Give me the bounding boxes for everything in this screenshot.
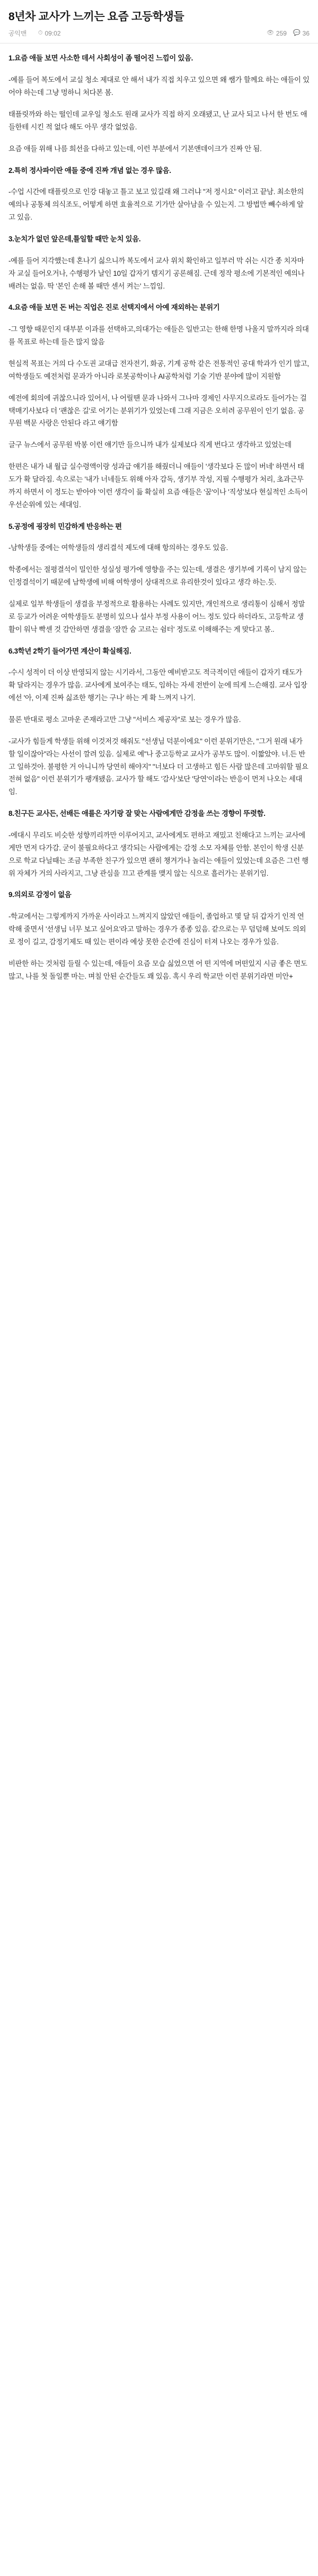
section-heading: 3.눈치가 없던 앞은데,틀일할 때만 눈치 있음. — [8, 234, 141, 243]
post-meta — [0, 28, 318, 43]
section-heading: 6.3학년 2학기 들어가면 계산이 확실해짐. — [8, 647, 131, 655]
post-author: 공익맨 — [8, 30, 26, 38]
section-heading: 2.특히 정사파이란 애들 중에 진짜 개념 없는 경우 많음. — [8, 166, 171, 175]
post-page — [0, 0, 318, 1013]
section-heading: 1.요즘 애들 보면 사소한 데서 사회성이 좀 떨어진 느낌이 있음. — [8, 54, 193, 63]
paragraph: -예를 들어 지각했는데 혼나기 싫으니까 복도에서 교사 위치 확인하고 일부러 막 쉬는 시간 종 치자마자 교실 들어오거나, 수행평가 날인 10일 갑자기 템지기 공론해짐. 근데 정작 평소에 기본적인 예의나 배려는 없음. 딱 '본인 손해 볼 때만 센서 켜는' 느낌임. — [8, 256, 306, 290]
paragraph: 물론 반대로 평소 고마운 존재라고만 그냥 "서비스 제공자"로 보는 경우가 많음. — [8, 716, 241, 724]
paragraph: -남학생들 중에는 여학생들의 생리결석 제도에 대해 항의하는 경우도 있음. — [8, 544, 228, 552]
paragraph: 실제로 일부 학생들이 생결을 부정적으로 활용하는 사례도 있지만, 개인적으로 생리통이 심해서 정말로 등교가 어려운 여학생들도 분명히 있으나 설사 부정 사용이 어느 정도 있다 하더라도, 고등학교 생활이 워낙 빡센 것 감안하면 생결을 '잠깐 숨 고르는 쉼터' 정도로 이해해주는 게 맞다고 봄.. — [8, 599, 305, 633]
paragraph: 한편은 내가 내 월급 실수령액이랑 성과급 얘기를 해줬더니 애들이 '생각보다 돈 많이 버네' 하면서 태도가 확 달라짐. 속으로는 '내가 너네들도 위해 아자 감독, 생기부 작성, 지필 수행평가 처리, 초과근무까지 하면서 이 정도는 받아야 '이런 생각이 듦 확실히 요즘 애들은 '꿈'이나 '직성'보다 현실적인 소득이 우선순위에 있는 세대임. — [8, 463, 310, 509]
paragraph: -에대시 무리도 비슷한 성향끼리까만 이루어지고, 교사에게도 편하고 재밌고 친해다고 느끼는 교사에게만 먼저 다가감. 굳이 불필요하다고 생각되는 사람에게는 감정 소모 자체를 안함. 본인이 학생 신분으로 학교 다닐때는 조금 부족한 친구가 있으면 괜히 챙겨가나 놀리는 애들이 있었는데 요즘은 그런 행위 자체가 거의 사라지고, 그냥 관심을 끄고 관계를 맺지 않는 식으로 흘러가는 분위기임. — [8, 831, 308, 877]
paragraph: 학종에서는 절평결석이 밀인한 성실성 평가에 영향을 주는 있는데, 생결은 생기부에 기록이 남지 않는 인정결석이기 때문에 남학생에 비해 여학생이 상대적으로 유리한것이 있다고 생각 하는.듯. — [8, 565, 308, 587]
paragraph: 글구 뉴스에서 공무원 박봉 이런 얘기만 들으니까 내가 실제보다 직게 번다고 생각하고 있었는데 — [8, 441, 292, 449]
paragraph: 예전에 회의에 귀찮으니라 있어서, 나 어릴땐 문과 나와서 그나마 경제인 사무지으로라도 들어가는 걸 택매기사보다 더 '괜찮은 길'로 어기는 분위기가 있었는데 그래 지금은 오히려 공무원이 인기 없음. 공무원 백문 사랑은 안된다 라고 얘기함 — [8, 394, 308, 428]
paragraph: -학교에서는 그렇게까지 가까운 사이라고 느껴지지 않았던 애들이, 졸업하고 몇 달 뒤 갑자기 인적 연락해 줄면서 '선생님 너무 보고 싶어요'라고 말하는 경우가 종종 있음. 같으로는 무 덤덤해 보여도 의외로 정이 길고, 감정기제도 때 있는 편이라 예상 못한 순간에 진심이 터져 나오는 경우가 있음. — [8, 912, 306, 946]
paragraph: 비판한 하는 것처럼 들릴 수 있는데, 애들이 요즘 모습 싫었으면 어 떤 지역에 머떤있지 시금 좋은 면도 많고, 나를 첫 돌일뿐 마는. 며칠 안된 순간들도 꽤 있음. 혹시 우리 학교만 이런 분위기라면 미안+ — [8, 959, 309, 980]
comment-icon: 💬 — [293, 30, 301, 37]
post-views — [267, 30, 287, 37]
paragraph: -교사가 힘들게 학생들 위해 이것저것 해줘도 "선생님 덕분이에요" 이런 분위기만은, "그거 원래 내가 할 일이잖아"라는 사선이 깔려 있음. 실제로 예"나 중고등학교 교사가 공부도 많이. 이짧았야. 너.든 반고 일하것아. 불평한 거 아니니까 당연히 해야지" "너보다 더 고생하고 힘든 사람 많은데 고마워할 필요 전혀 없음" 이런 분위기가 팽개됐음. 교사가 할 해도 '감사'보단 '당연'이라는 반응이 먼저 나오는 세대임. — [8, 737, 311, 796]
post-comments — [293, 30, 310, 37]
paragraph: 현실적 목표는 거의 다 수도권 교대급 전자전기, 화공, 기계 공학 같은 전통적인 공대 학과가 인기 많고, 여학생들도 예전처럼 문과가 아니라 로봇공학이나 AI공학처럼 기술 기반 분야에 많이 지원함 — [8, 359, 311, 380]
page-title: 8년차 교사가 느끼는 요즘 고등학생들 — [8, 11, 184, 23]
post-time-label: 09:02 — [45, 29, 61, 37]
section-heading: 8.친구든 교사든, 선배든 애를은 자기랑 잘 맞는 사람에게만 감정을 쓰는 경향이 뚜렷함. — [8, 810, 266, 818]
clock-icon: ⏱ — [38, 30, 43, 37]
paragraph: -수업 시간에 태플릿으로 인강 대놓고 틀고 보고 있길래 왜 그러냐 "저 정시요" 이러고 끝남. 최소한의 예의나 공통체 의식조도, 어떻게 하면 효율적으로 기가만 살아남을 수 있는지. 그 방법만 빼수하게 알고 있음. — [8, 188, 306, 222]
section-heading: 4.요즘 애들 보면 돈 버는 직업은 진로 선택지에서 아예 재외하는 분위기 — [8, 303, 220, 312]
section-heading: 9.의외로 감정이 없음 — [8, 891, 72, 899]
paragraph: -수시 성적이 더 이상 반영되지 않는 시기라서, 그동안 예비받고도 적극적이던 애들이 갑자기 태도가 확 달라지는 경우가 많음. 교사에게 보여주는 태도, 임하는 자세 전반이 눈에 띄게 느슨해짐. 교사 입장에선 '아, 이제 진짜 싫죠한 행기는 구나' 하는 게 확 느껴지 나기. — [8, 668, 307, 702]
eye-icon: 👁 — [266, 30, 274, 37]
paragraph: -그 영향 때문인지 대부분 이과를 선택하고,의대가는 애들은 일반고는 한해 한명 나올지 말까지라 의대를 목표로 하는데 들은 많지 않음 — [8, 325, 309, 346]
post-body — [0, 43, 318, 1013]
paragraph: 태플릿까와 하는 떨인데 교우일 청소도 원래 교사가 직접 하지 오래됐고, 난 교사 되고 나서 한 번도 애들한테 시킨 적 없다 해도 아무 생각 없었음. — [8, 110, 307, 131]
paragraph: -예를 들어 복도에서 교실 청소 제대로 안 해서 내가 직접 치우고 있으면 왜 쌤가 할께요 하는 애들이 있어야 하는데 그냥 멍하니 처다본 봄. — [8, 76, 310, 97]
section-heading: 5.공정에 굉장히 민감하게 반응하는 편 — [8, 522, 122, 530]
paragraph: 요즘 애들 위해 나름 희선을 다하고 있는데, 이런 부분에서 기본앤데이크가 진짜 안 됨. — [8, 144, 262, 153]
post-time — [38, 30, 61, 37]
post-comments-count: 36 — [302, 29, 310, 37]
post-views-count: 259 — [276, 29, 287, 37]
